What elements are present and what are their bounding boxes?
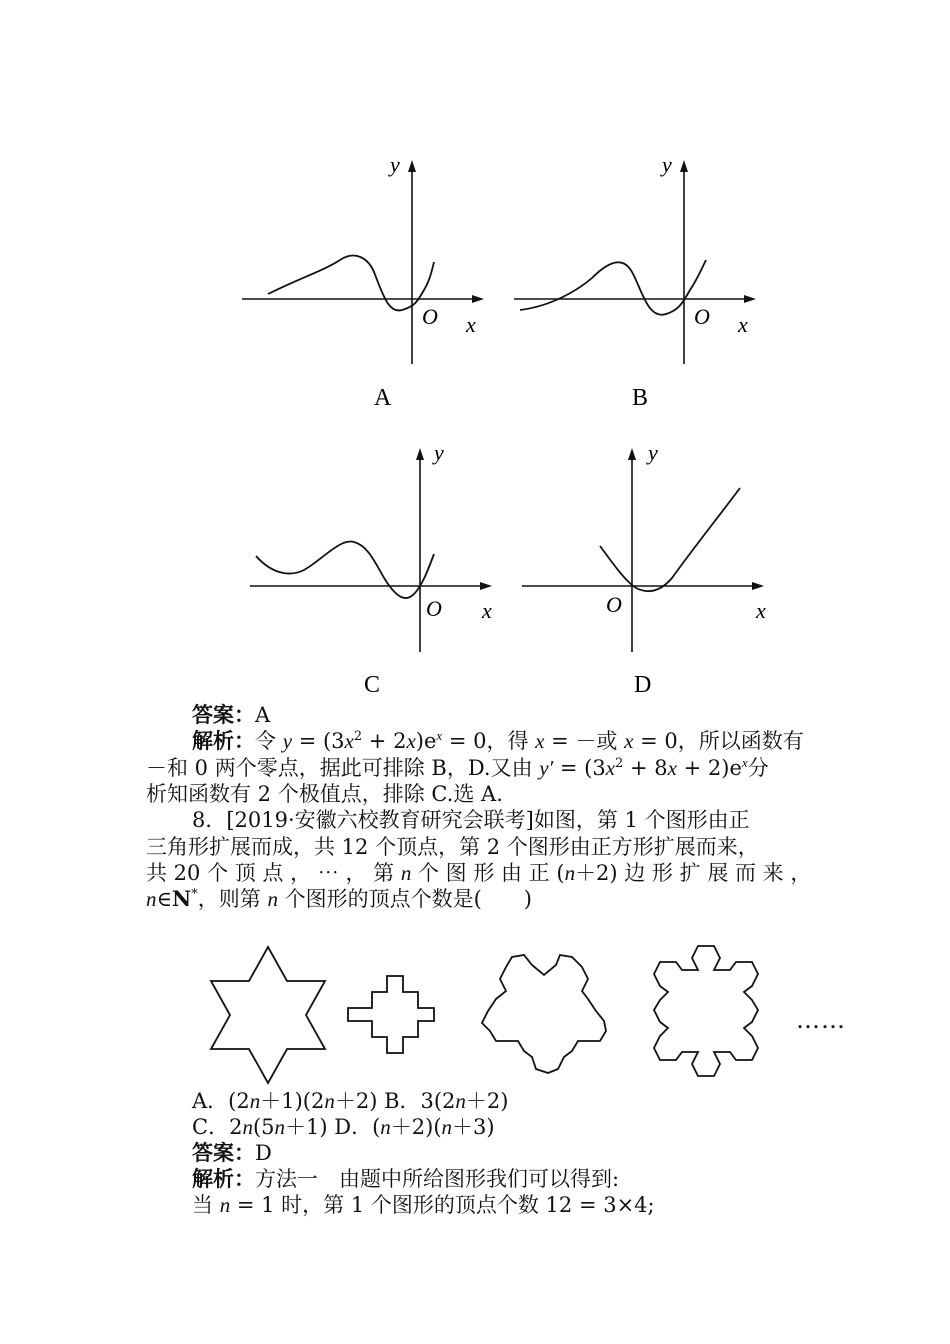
origin-label: O xyxy=(606,592,622,617)
graph-d xyxy=(520,438,780,703)
caption-a: A xyxy=(374,385,392,411)
q8-options-cd: C．2n(5n＋1) D．(n＋2)(n＋3) xyxy=(192,1115,495,1139)
x-arrow-icon xyxy=(744,295,756,303)
figure-2-cross xyxy=(342,960,452,1070)
x-arrow-icon xyxy=(752,582,764,590)
x-label: x xyxy=(482,598,492,623)
caption-b: B xyxy=(632,385,649,411)
q8-analysis-line-1: 解析：方法一 由题中所给图形我们可以得到: xyxy=(192,1166,620,1191)
function-curve xyxy=(268,256,434,311)
origin-label: O xyxy=(422,304,438,329)
extended-hexagon-shape xyxy=(654,946,758,1076)
q7-analysis-line-1: 解析：令 $y = (3x^2 + 2x)e^x = 0$，得 x = －或 x = 0，所以函数有 xyxy=(192,728,804,753)
caption-d: D xyxy=(634,672,652,698)
x-arrow-icon xyxy=(480,582,492,590)
x-label: x xyxy=(466,312,476,337)
extended-square-shape xyxy=(348,976,434,1053)
figure-4-hexagon-snowflake xyxy=(636,938,776,1088)
answer-value: A xyxy=(255,703,271,727)
function-curve xyxy=(256,542,434,599)
q8-answer: 答案：D xyxy=(192,1140,272,1165)
x-arrow-icon xyxy=(472,295,484,303)
hexagram-shape xyxy=(211,947,325,1083)
q8-analysis-line-2: 当 n = 1 时，第 1 个图形的顶点个数 12 = 3×4; xyxy=(192,1193,655,1217)
caption-c: C xyxy=(364,672,381,698)
q8-line-4: n∈N*，则第 n 个图形的顶点个数是( ) xyxy=(146,886,532,911)
origin-label: O xyxy=(694,304,710,329)
function-curve xyxy=(520,260,706,315)
ellipsis: …… xyxy=(796,1006,846,1034)
y-label: y xyxy=(648,440,658,465)
graph-c xyxy=(248,438,508,703)
figure-1-star xyxy=(200,940,340,1090)
q8-options-ab: A．(2n＋1)(2n＋2) B．3(2n＋2) xyxy=(192,1089,509,1113)
y-label: y xyxy=(662,152,672,177)
q7-answer xyxy=(192,702,270,728)
y-label: y xyxy=(390,152,400,177)
y-arrow-icon xyxy=(416,448,424,460)
extended-pentagon-shape xyxy=(482,955,606,1073)
q8-line-2: 三角形扩展而成，共 12 个顶点，第 2 个图形由正方形扩展而来， xyxy=(146,835,759,859)
q8-line-1: 8．[2019·安徽六校教育研究会联考]如图，第 1 个图形由正 xyxy=(192,808,750,832)
function-curve xyxy=(600,488,740,591)
y-arrow-icon xyxy=(680,160,688,172)
y-arrow-icon xyxy=(408,160,416,172)
origin-label: O xyxy=(426,596,442,621)
q7-analysis-line-3: 析知函数有 2 个极值点，排除 C.选 A. xyxy=(146,782,503,806)
analysis-label: 解析： xyxy=(192,728,255,753)
y-arrow-icon xyxy=(628,448,636,460)
q7-analysis-line-2: －和 0 两个零点，据此可排除 B，D.又由 $y' = (3x^2 + 8x + 2)e^x$分 xyxy=(146,755,769,780)
q8-line-3: 共 20 个 顶 点 ， ⋯ ， 第 n 个 图 形 由 正 (n＋2) 边 形 扩 展 而 来 ， xyxy=(146,861,812,885)
figure-3-pentagon-snowflake xyxy=(476,945,616,1085)
y-label: y xyxy=(434,440,444,465)
graph-b xyxy=(512,150,772,415)
x-label: x xyxy=(738,312,748,337)
graph-a xyxy=(240,150,500,415)
x-label: x xyxy=(756,598,766,623)
answer-label: 答案： xyxy=(192,702,255,727)
